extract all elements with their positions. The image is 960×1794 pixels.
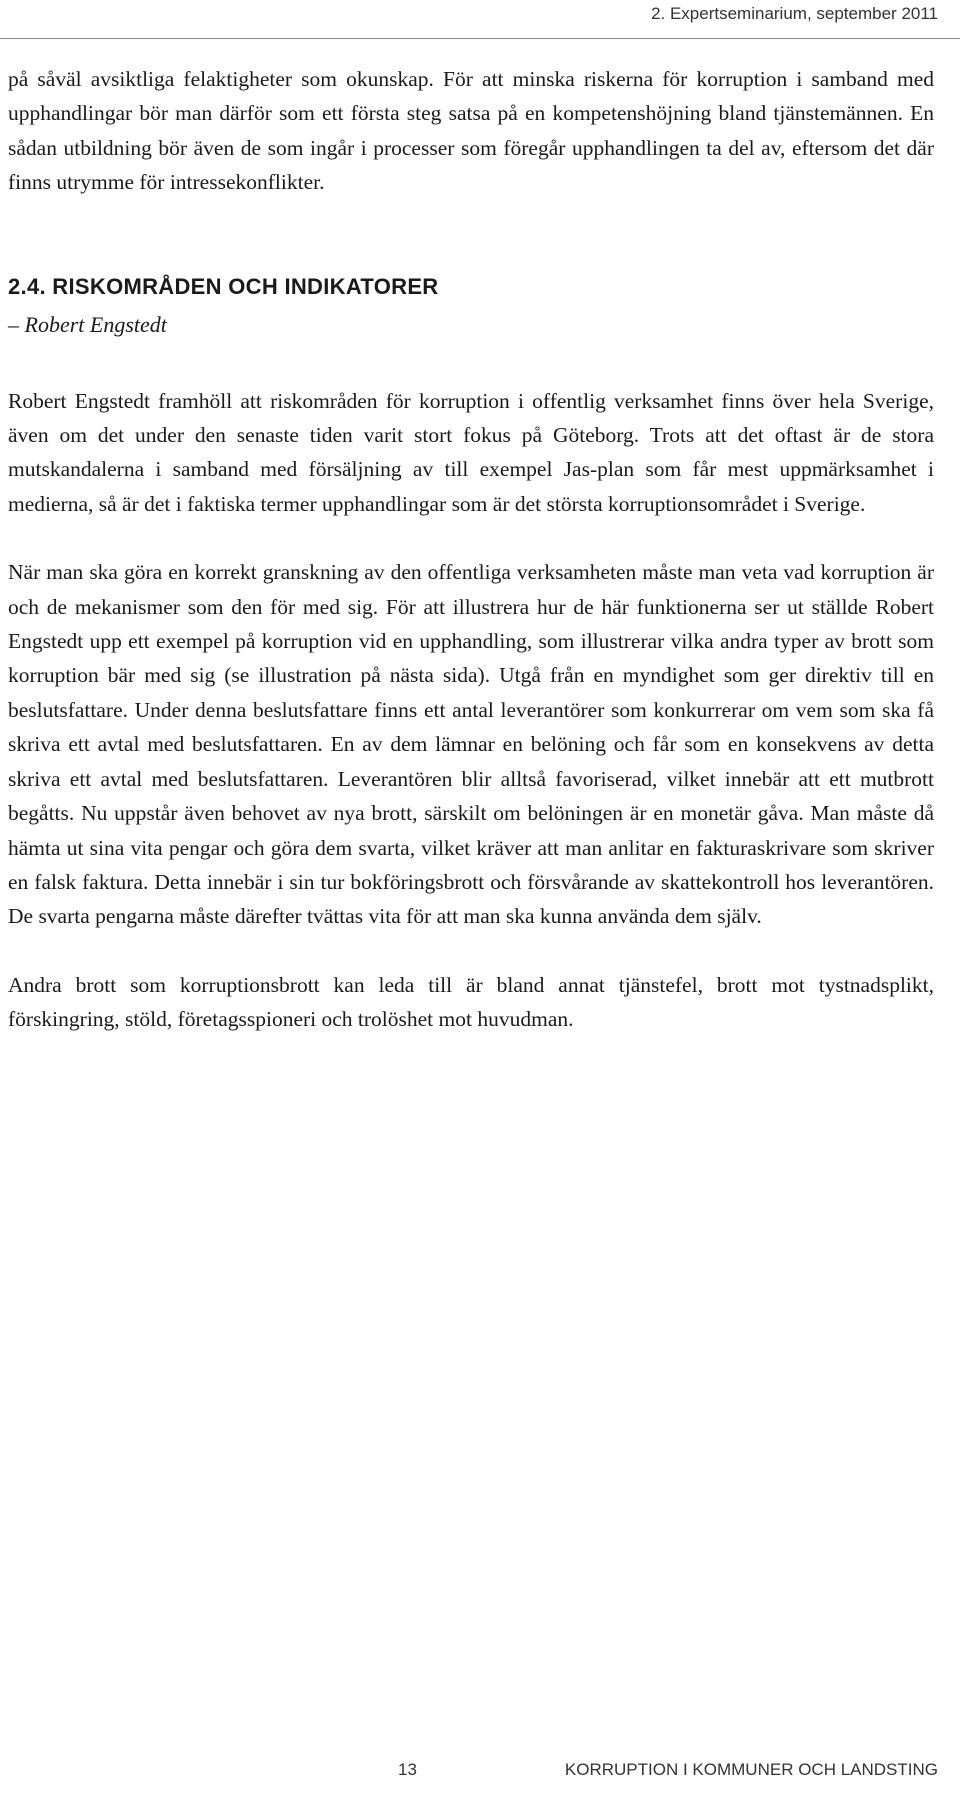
- body-paragraph-3: Andra brott som korruptionsbrott kan leda till är bland annat tjänstefel, brott mot tystnadsplikt, förskingring, stöld, företagsspioneri och trolöshet mot huvudman.: [8, 972, 934, 1032]
- running-head: 2. Expertseminarium, september 2011: [651, 4, 938, 23]
- section-heading: 2.4. RISKOMRÅDEN OCH INDIKATORER: [8, 273, 439, 299]
- page-content: [8, 62, 934, 1037]
- footer-title: KORRUPTION I KOMMUNER OCH LANDSTING: [564, 1760, 938, 1779]
- section-author: – Robert Engstedt: [8, 311, 167, 337]
- body-paragraph-1: Robert Engstedt framhöll att riskområden för korruption i offentlig verksamhet finns över hela Sverige, även om det under den senaste tiden varit stort fokus på Göteborg. Trots att det oftast är de stora mutskandalerna i samband med försäljning av till exempel Jas-plan som får mest uppmärksamhet i medierna, så är det i faktiska termer upphandlingar som är det största korruptionsområdet i Sverige.: [8, 388, 934, 516]
- header-divider: [0, 38, 960, 39]
- page-number: 13: [398, 1760, 417, 1779]
- body-paragraph-2: När man ska göra en korrekt granskning av den offentliga verksamheten måste man veta vad korruption är och de mekanismer som den för med sig. För att illustrera hur de här funktionerna ser ut ställde Robert Engstedt upp ett exempel på korruption vid en upphandling, som illustrerar vilka andra typer av brott som korruption bär med sig (se illustration på nästa sida). Utgå från en myndighet som ger direktiv till en beslutsfattare. Under denna beslutsfattare finns ett antal leverantörer som konkurrerar om vem som ska få skriva ett avtal med beslutsfattaren. En av dem lämnar en belöning och får som en konsekvens av detta skriva ett avtal med beslutsfattaren. Leverantören blir alltså favoriserad, vilket innebär att ett mutbrott begåtts. Nu uppstår även behovet av nya brott, särskilt om belöningen är en monetär gåva. Man måste då hämta ut sina vita pengar och göra dem svarta, vilket kräver att man anlitar en fakturaskrivare som skriver en falsk faktura. Detta innebär i sin tur bokföringsbrott och försvårande av skattekontroll hos leverantören. De svarta pengarna måste därefter tvättas vita för att man ska kunna använda dem själv.: [8, 560, 934, 929]
- page-footer: [0, 1760, 960, 1786]
- intro-paragraph: på såväl avsiktliga felaktigheter som okunskap. För att minska riskerna för korruption i samband med upphandlingar bör man därför som ett första steg satsa på en kompetenshöjning bland tjänstemännen. En sådan utbildning bör även de som ingår i processer som föregår upphandlingen ta del av, eftersom det där finns utrymme för intressekonflikter.: [8, 67, 934, 195]
